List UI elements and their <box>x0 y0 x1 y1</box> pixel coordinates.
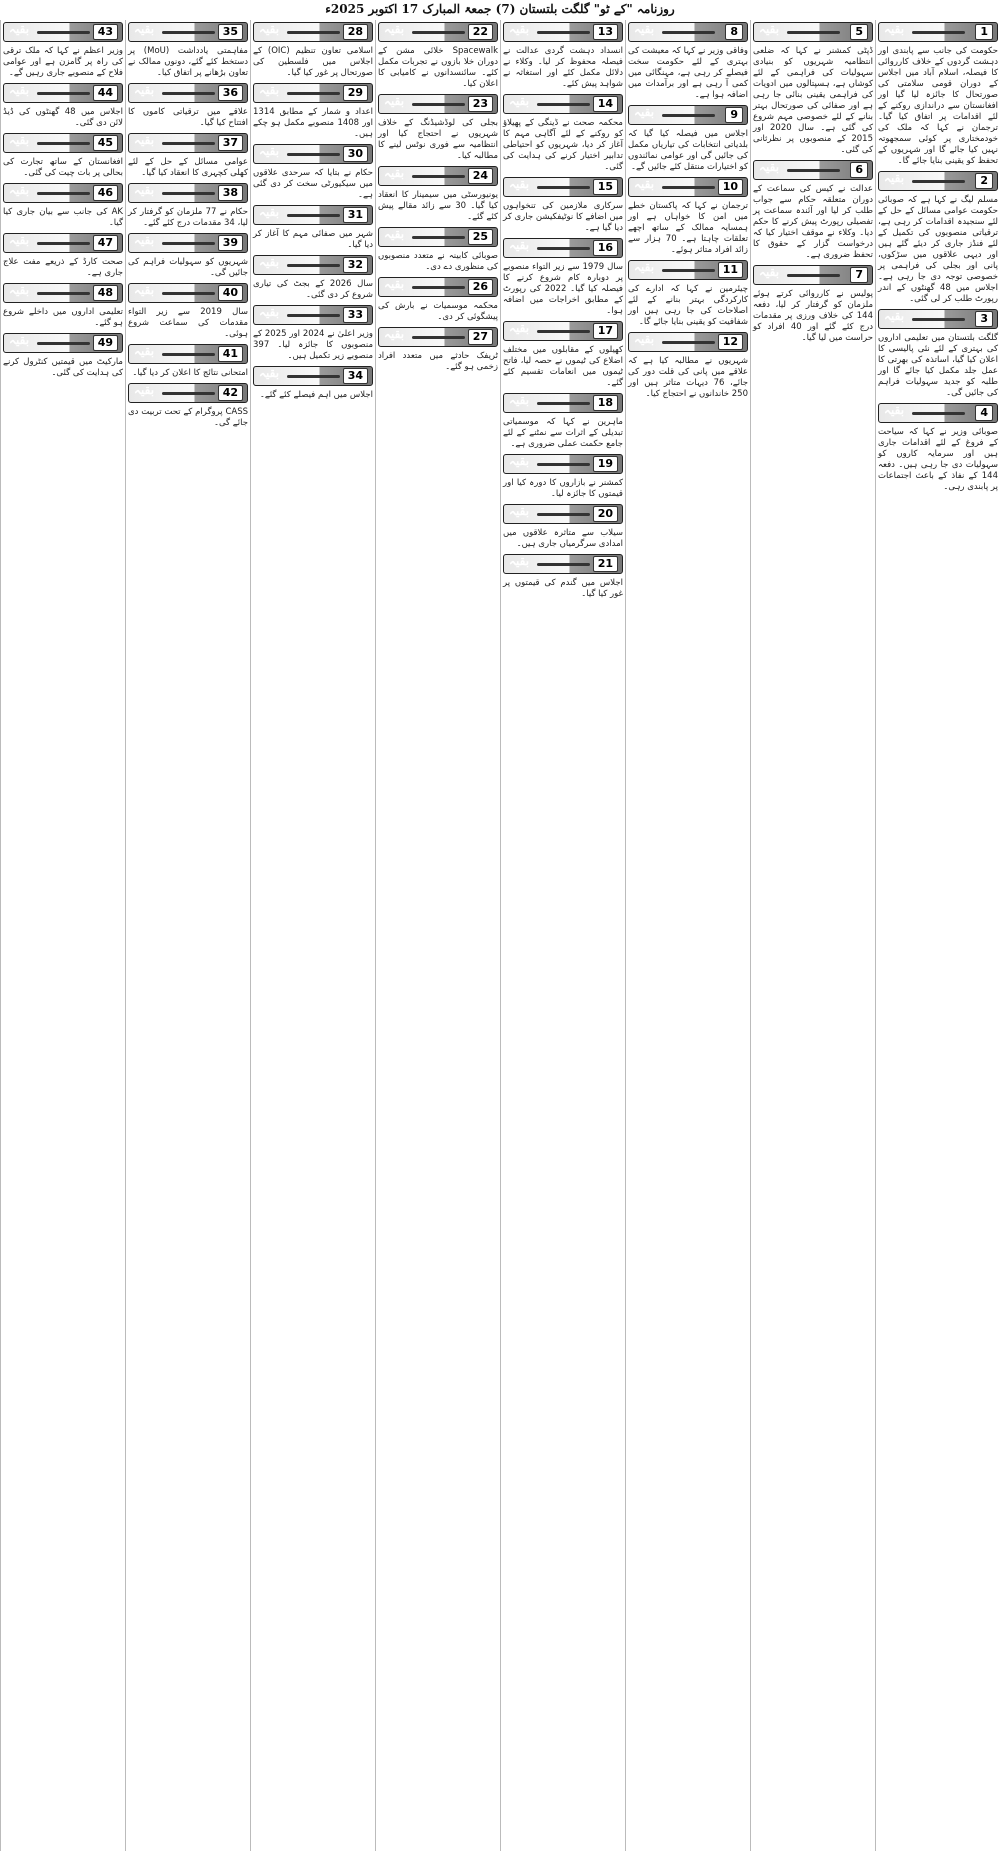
column-5 <box>375 20 500 1851</box>
banner-stripe <box>37 242 90 245</box>
continuation-number: 47 <box>93 235 118 251</box>
banner-stripe <box>537 31 590 34</box>
article-text: وفاقی وزیر نے کہا کہ معیشت کی بہتری کے لئے حکومت سخت فیصلے کر رہی ہے، مہنگائی میں کمی آ رہی ہے اور برآمدات میں اضافہ ہوا ہے۔ <box>628 46 748 100</box>
banner-stripe <box>662 186 715 189</box>
banner-stripe <box>162 392 215 395</box>
banner-stripe <box>37 92 90 95</box>
article-text: اسلامی تعاون تنظیم (OIC) کے اجلاس میں فلسطین کی صورتحال پر غور کیا گیا۔ <box>253 46 373 78</box>
banner-stripe <box>412 336 465 339</box>
continuation-banner <box>878 171 998 191</box>
continuation-label: بقیہ <box>259 366 280 380</box>
continuation-number: 15 <box>593 179 618 195</box>
continuation-label: بقیہ <box>259 305 280 319</box>
continuation-number: 20 <box>593 506 618 522</box>
banner-stripe <box>162 31 215 34</box>
continuation-label: بقیہ <box>9 283 30 297</box>
banner-stripe <box>662 341 715 344</box>
banner-stripe <box>537 513 590 516</box>
continuation-banner <box>753 265 873 285</box>
banner-stripe <box>287 153 340 156</box>
continuation-label: بقیہ <box>384 227 405 241</box>
continuation-banner <box>3 83 123 103</box>
continuation-number: 14 <box>593 96 618 112</box>
article-text: اجلاس میں فیصلہ کیا گیا کہ بلدیاتی انتخابات کی تیاریاں مکمل کی جائیں گی اور عوامی نمائندوں کو اختیارات منتقل کئے جائیں گے۔ <box>628 129 748 172</box>
article-text: امتحانی نتائج کا اعلان کر دیا گیا۔ <box>132 368 248 378</box>
continuation-label: بقیہ <box>9 83 30 97</box>
continuation-label: بقیہ <box>509 22 530 36</box>
banner-stripe <box>537 103 590 106</box>
article-text: ٹریفک حادثے میں متعدد افراد زخمی ہو گئے۔ <box>378 351 498 372</box>
continuation-banner <box>128 183 248 203</box>
banner-stripe <box>412 236 465 239</box>
masthead: روزنامہ "کے ٹو" گلگت بلتستان (7) جمعۃ المبارک 17 اکتوبر 2025ء <box>325 2 675 16</box>
continuation-number: 4 <box>975 405 993 421</box>
banner-stripe <box>287 314 340 317</box>
continuation-banner <box>3 333 123 353</box>
continuation-banner <box>503 504 623 524</box>
banner-stripe <box>37 192 90 195</box>
article-text: شہریوں نے مطالبہ کیا ہے کہ علاقے میں پانی کی قلت دور کی جائے، 76 دیہات متاثر ہیں اور 250 خاندانوں نے احتجاج کیا۔ <box>628 356 748 399</box>
continuation-banner <box>128 83 248 103</box>
continuation-label: بقیہ <box>259 255 280 269</box>
continuation-label: بقیہ <box>259 144 280 158</box>
continuation-number: 12 <box>718 334 743 350</box>
continuation-label: بقیہ <box>509 321 530 335</box>
continuation-label: بقیہ <box>9 233 30 247</box>
banner-stripe <box>162 142 215 145</box>
banner-stripe <box>787 31 840 34</box>
continuation-banner <box>628 332 748 352</box>
banner-stripe <box>912 318 965 321</box>
continuation-number: 29 <box>343 85 368 101</box>
continuation-banner <box>378 94 498 114</box>
continuation-banner <box>253 305 373 325</box>
continuation-banner <box>753 160 873 180</box>
column-7 <box>125 20 250 1851</box>
continuation-label: بقیہ <box>634 332 655 346</box>
continuation-label: بقیہ <box>134 383 155 397</box>
article-text: اجلاس میں 48 گھنٹوں کی ڈیڈ لائن دی گئی۔ <box>3 107 123 128</box>
continuation-number: 41 <box>218 346 243 362</box>
continuation-banner <box>3 183 123 203</box>
article-text: شہر میں صفائی مہم کا آغاز کر دیا گیا۔ <box>253 229 373 250</box>
continuation-banner <box>378 166 498 186</box>
banner-stripe <box>162 353 215 356</box>
column-3 <box>625 20 750 1851</box>
banner-stripe <box>412 175 465 178</box>
banner-stripe <box>537 247 590 250</box>
continuation-label: بقیہ <box>509 393 530 407</box>
continuation-label: بقیہ <box>384 327 405 341</box>
continuation-banner <box>253 255 373 275</box>
continuation-banner <box>128 344 248 364</box>
banner-stripe <box>37 292 90 295</box>
continuation-label: بقیہ <box>9 333 30 347</box>
article-text: اعداد و شمار کے مطابق 1314 اور 1408 منصوبے مکمل ہو چکے ہیں۔ <box>253 107 373 139</box>
continuation-number: 9 <box>725 107 743 123</box>
article-text: بجلی کی لوڈشیڈنگ کے خلاف شہریوں نے احتجاج کیا اور انتظامیہ سے فوری نوٹس لینے کا مطالبہ کیا۔ <box>378 118 498 161</box>
banner-stripe <box>662 114 715 117</box>
article-text: صوبائی وزیر نے کہا کہ سیاحت کے فروغ کے لئے اقدامات جاری ہیں اور سرمایہ کاروں کو سہولیات دی جا رہی ہیں۔ دفعہ 144 کے نفاذ کے باعث اجتماعات پر پابندی رہی۔ <box>878 427 998 492</box>
continuation-number: 31 <box>343 207 368 223</box>
continuation-number: 1 <box>975 24 993 40</box>
article-text: سال 2026 کے بجٹ کی تیاری شروع کر دی گئی۔ <box>253 279 373 300</box>
continuation-label: بقیہ <box>134 283 155 297</box>
continuation-label: بقیہ <box>884 309 905 323</box>
continuation-number: 32 <box>343 257 368 273</box>
continuation-banner <box>378 227 498 247</box>
banner-stripe <box>162 242 215 245</box>
continuation-label: بقیہ <box>259 22 280 36</box>
banner-stripe <box>37 342 90 345</box>
banner-stripe <box>537 330 590 333</box>
continuation-number: 6 <box>850 162 868 178</box>
continuation-label: بقیہ <box>509 504 530 518</box>
continuation-banner <box>128 233 248 253</box>
banner-stripe <box>662 31 715 34</box>
banner-stripe <box>287 264 340 267</box>
banner-stripe <box>37 142 90 145</box>
continuation-label: بقیہ <box>134 133 155 147</box>
article-text: عدالت نے کیس کی سماعت کے دوران متعلقہ حکام سے جواب طلب کر لیا اور آئندہ سماعت پر تفصیلی رپورٹ پیش کرنے کا حکم دیا۔ وکلاء نے موقف اختیار کیا کہ درخواست گزار کے حقوق کا تحفظ ضروری ہے۔ <box>753 184 873 260</box>
article-text: علاقے میں ترقیاتی کاموں کا افتتاح کیا گیا۔ <box>128 107 248 128</box>
continuation-banner <box>128 383 248 403</box>
continuation-label: بقیہ <box>134 22 155 36</box>
article-text: سال 1979 سے زیر التواء منصوبے پر دوبارہ کام شروع کرنے کا فیصلہ کیا گیا۔ 2022 کی رپورٹ کے مطابق اخراجات میں اضافہ ہوا۔ <box>503 262 623 316</box>
article-text: وزیر اعلیٰ نے 2024 اور 2025 کے منصوبوں کا جائزہ لیا۔ 397 منصوبے زیر تکمیل ہیں۔ <box>253 329 373 361</box>
article-text: کھیلوں کے مقابلوں میں مختلف اضلاع کی ٹیموں نے حصہ لیا، فاتح ٹیموں میں انعامات تقسیم کئے گئے۔ <box>503 345 623 388</box>
article-text: تعلیمی اداروں میں داخلے شروع ہو گئے۔ <box>3 307 123 328</box>
continuation-banner <box>503 321 623 341</box>
continuation-number: 33 <box>343 307 368 323</box>
continuation-banner <box>378 277 498 297</box>
article-text: محکمہ موسمیات نے بارش کی پیشگوئی کر دی۔ <box>378 301 498 322</box>
continuation-banner <box>378 22 498 42</box>
continuation-label: بقیہ <box>509 94 530 108</box>
article-text: صحت کارڈ کے ذریعے مفت علاج جاری ہے۔ <box>3 257 123 278</box>
continuation-banner <box>628 105 748 125</box>
banner-stripe <box>287 375 340 378</box>
article-text: حکام نے 77 ملزمان کو گرفتار کر لیا، 34 مقدمات درج کئے گئے۔ <box>128 207 248 228</box>
continuation-number: 40 <box>218 285 243 301</box>
continuation-number: 16 <box>593 240 618 256</box>
banner-stripe <box>912 180 965 183</box>
continuation-number: 37 <box>218 135 243 151</box>
article-text: چیئرمین نے کہا کہ ادارے کی کارکردگی بہتر بنانے کے لئے اصلاحات کی جا رہی ہیں اور شفافیت کو یقینی بنایا جائے گا۔ <box>628 284 748 327</box>
continuation-number: 27 <box>468 329 493 345</box>
continuation-number: 30 <box>343 146 368 162</box>
continuation-label: بقیہ <box>884 171 905 185</box>
continuation-label: بقیہ <box>384 166 405 180</box>
continuation-label: بقیہ <box>634 177 655 191</box>
continuation-banner <box>503 238 623 258</box>
banner-stripe <box>912 31 965 34</box>
column-2 <box>750 20 875 1851</box>
continuation-label: بقیہ <box>384 22 405 36</box>
continuation-number: 36 <box>218 85 243 101</box>
banner-stripe <box>412 31 465 34</box>
banner-stripe <box>412 286 465 289</box>
continuation-label: بقیہ <box>509 454 530 468</box>
banner-stripe <box>287 214 340 217</box>
banner-stripe <box>537 563 590 566</box>
article-text: ترجمان نے کہا کہ پاکستان خطے میں امن کا خواہاں ہے اور ہمسایہ ممالک کے ساتھ اچھے تعلقات چاہتا ہے۔ 70 ہزار سے زائد افراد متاثر ہوئے۔ <box>628 201 748 255</box>
continuation-banner <box>253 22 373 42</box>
article-text: سال 2019 سے زیر التواء مقدمات کی سماعت شروع ہوئی۔ <box>128 307 248 339</box>
article-text: انسداد دہشت گردی عدالت نے فیصلہ محفوظ کر لیا۔ وکلاء نے دلائل مکمل کئے اور استغاثہ نے شواہد پیش کئے۔ <box>503 46 623 89</box>
banner-stripe <box>537 402 590 405</box>
article-text: پولیس نے کارروائی کرتے ہوئے ملزمان کو گرفتار کر لیا، دفعہ 144 کی خلاف ورزی پر مقدمات درج کئے گئے اور 40 افراد کو حراست میں لیا گیا۔ <box>753 289 873 343</box>
continuation-number: 42 <box>218 385 243 401</box>
continuation-banner <box>253 144 373 164</box>
banner-stripe <box>537 186 590 189</box>
continuation-banner <box>503 393 623 413</box>
continuation-number: 45 <box>93 135 118 151</box>
continuation-banner <box>628 177 748 197</box>
continuation-label: بقیہ <box>884 403 905 417</box>
article-text: مفاہمتی یادداشت (MoU) پر دستخط کئے گئے، دونوں ممالک نے تعاون بڑھانے پر اتفاق کیا۔ <box>128 46 248 78</box>
continuation-banner <box>753 22 873 42</box>
continuation-number: 7 <box>850 267 868 283</box>
continuation-number: 39 <box>218 235 243 251</box>
continuation-label: بقیہ <box>384 94 405 108</box>
continuation-banner <box>878 309 998 329</box>
continuation-banner <box>503 177 623 197</box>
continuation-banner <box>128 283 248 303</box>
banner-stripe <box>37 31 90 34</box>
continuation-banner <box>628 22 748 42</box>
continuation-number: 21 <box>593 556 618 572</box>
continuation-banner <box>878 403 998 423</box>
continuation-label: بقیہ <box>634 105 655 119</box>
continuation-number: 13 <box>593 24 618 40</box>
continuation-number: 22 <box>468 24 493 40</box>
continuation-label: بقیہ <box>509 177 530 191</box>
continuation-label: بقیہ <box>759 160 780 174</box>
continuation-banner <box>3 22 123 42</box>
continuation-banner <box>253 205 373 225</box>
article-text: Spacewalk خلائی مشن کے دوران خلا بازوں نے تجربات مکمل کئے۔ سائنسدانوں نے کامیابی کا اعلان کیا۔ <box>378 46 498 89</box>
article-text: مارکیٹ میں قیمتیں کنٹرول کرنے کی ہدایت کی گئی۔ <box>3 357 123 378</box>
continuation-label: بقیہ <box>134 183 155 197</box>
article-text: مسلم لیگ نے کہا ہے کہ صوبائی حکومت عوامی مسائل کے حل کے لئے سنجیدہ اقدامات کر رہی ہے، ترقیاتی منصوبوں کی تکمیل کے لئے فنڈز جاری کر دیئے گئے ہیں اور دیہی علاقوں میں سڑکوں، پانی اور بجلی کی فراہمی پر خصوصی توجہ دی جا رہی ہے۔ اجلاس میں 48 گھنٹوں کے اندر رپورٹ طلب کر لی گئی۔ <box>878 195 999 304</box>
continuation-number: 19 <box>593 456 618 472</box>
banner-stripe <box>787 169 840 172</box>
article-text: سیلاب سے متاثرہ علاقوں میں امدادی سرگرمیاں جاری ہیں۔ <box>503 528 623 549</box>
continuation-banner <box>503 22 623 42</box>
continuation-banner <box>628 260 748 280</box>
continuation-number: 44 <box>93 85 118 101</box>
continuation-label: بقیہ <box>384 277 405 291</box>
continuation-banner <box>503 454 623 474</box>
continuation-banner <box>503 554 623 574</box>
article-text: ماہرین نے کہا کہ موسمیاتی تبدیلی کے اثرات سے نمٹنے کے لئے جامع حکمت عملی ضروری ہے۔ <box>503 417 623 449</box>
continuation-label: بقیہ <box>759 22 780 36</box>
continuation-label: بقیہ <box>134 344 155 358</box>
continuation-number: 3 <box>975 311 993 327</box>
continuation-label: بقیہ <box>134 233 155 247</box>
banner-stripe <box>162 192 215 195</box>
column-6 <box>250 20 375 1851</box>
continuation-number: 34 <box>343 368 368 384</box>
article-text: عوامی مسائل کے حل کے لئے کھلی کچہری کا انعقاد کیا گیا۔ <box>128 157 248 178</box>
banner-stripe <box>662 269 715 272</box>
article-text: افغانستان کے ساتھ تجارت کی بحالی پر بات چیت کی گئی۔ <box>3 157 123 178</box>
column-8 <box>0 20 125 1851</box>
banner-stripe <box>162 92 215 95</box>
continuation-number: 18 <box>593 395 618 411</box>
article-text: CASS پروگرام کے تحت تربیت دی جائے گی۔ <box>128 407 248 428</box>
continuation-label: بقیہ <box>634 22 655 36</box>
continuation-label: بقیہ <box>884 22 905 36</box>
continuation-number: 49 <box>93 335 118 351</box>
article-text: ڈپٹی کمشنر نے کہا کہ ضلعی انتظامیہ شہریوں کو بنیادی سہولیات کی فراہمی کے لئے کوشاں ہے، ہسپتالوں میں ادویات کی فراہمی یقینی بنائی جا رہی ہے اور صفائی کی صورتحال بہتر بنانے کے لئے خصوصی مہم شروع کی گئی ہے۔ سال 2020 اور 2015 کے منصوبوں پر نظرثانی کی گئی۔ <box>753 46 873 155</box>
continuation-banner <box>253 366 373 386</box>
continuation-number: 2 <box>975 173 993 189</box>
continuation-number: 48 <box>93 285 118 301</box>
banner-stripe <box>912 412 965 415</box>
continuation-number: 5 <box>850 24 868 40</box>
article-text: اجلاس میں گندم کی قیمتوں پر غور کیا گیا۔ <box>503 578 623 599</box>
continuation-banner <box>3 133 123 153</box>
continuation-label: بقیہ <box>9 183 30 197</box>
continuation-label: بقیہ <box>509 238 530 252</box>
continuation-number: 35 <box>218 24 243 40</box>
continuation-banner <box>878 22 998 42</box>
article-text: شہریوں کو سہولیات فراہم کی جائیں گی۔ <box>128 257 248 278</box>
continuation-label: بقیہ <box>634 260 655 274</box>
article-text: اجلاس میں اہم فیصلے کئے گئے۔ <box>259 390 373 400</box>
article-text: حکومت کی جانب سے پابندی اور دہشت گردوں کے خلاف کارروائی کا فیصلہ، اسلام آباد میں اجلاس کے دوران قومی سلامتی کی صورتحال کا جائزہ لیا گیا اور افغانستان سے دراندازی روکنے کے لئے اقدامات پر اتفاق کیا گیا۔ ترجمان نے کہا کہ ملک کی خودمختاری پر کوئی سمجھوتہ نہیں کیا جائے گا اور شہریوں کے تحفظ کو یقینی بنایا جائے گا۔ <box>878 46 998 166</box>
article-text: یونیورسٹی میں سیمینار کا انعقاد کیا گیا۔ 30 سے زائد مقالے پیش کئے گئے۔ <box>378 190 498 222</box>
continuation-number: 46 <box>93 185 118 201</box>
banner-stripe <box>287 31 340 34</box>
continuation-number: 23 <box>468 96 493 112</box>
continuation-number: 26 <box>468 279 493 295</box>
article-text: وزیر اعظم نے کہا کہ ملک ترقی کی راہ پر گامزن ہے اور عوامی فلاح کے منصوبے جاری رہیں گے۔ <box>3 46 123 78</box>
continuation-banner <box>128 133 248 153</box>
column-1 <box>875 20 1000 1851</box>
continuation-banner <box>128 22 248 42</box>
continuation-banner <box>3 233 123 253</box>
continuation-banner <box>253 83 373 103</box>
continuation-label: بقیہ <box>259 205 280 219</box>
continuation-number: 24 <box>468 168 493 184</box>
article-text: AK کی جانب سے بیان جاری کیا گیا۔ <box>3 207 123 228</box>
continuation-label: بقیہ <box>509 554 530 568</box>
article-text: حکام نے بتایا کہ سرحدی علاقوں میں سیکیورٹی سخت کر دی گئی ہے۔ <box>253 168 373 200</box>
continuation-number: 43 <box>93 24 118 40</box>
banner-stripe <box>412 103 465 106</box>
article-text: کمشنر نے بازاروں کا دورہ کیا اور قیمتوں کا جائزہ لیا۔ <box>503 478 623 499</box>
continuation-label: بقیہ <box>759 265 780 279</box>
continuation-number: 11 <box>718 262 743 278</box>
article-text: گلگت بلتستان میں تعلیمی اداروں کی بہتری کے لئے نئی پالیسی کا اعلان کیا گیا، اساتذہ کی بھرتی کا عمل جلد مکمل کیا جائے گا اور طلبہ کو جدید سہولیات فراہم کی جائیں گی۔ <box>878 333 998 398</box>
column-4 <box>500 20 625 1851</box>
continuation-label: بقیہ <box>134 83 155 97</box>
continuation-number: 28 <box>343 24 368 40</box>
continuation-banner <box>378 327 498 347</box>
continuation-number: 8 <box>725 24 743 40</box>
article-text: محکمہ صحت نے ڈینگی کے پھیلاؤ کو روکنے کے لئے آگاہی مہم کا آغاز کر دیا، شہریوں کو احتیاطی تدابیر اختیار کرنے کی ہدایت کی گئی۔ <box>503 118 623 172</box>
continuation-number: 17 <box>593 323 618 339</box>
continuation-number: 25 <box>468 229 493 245</box>
continuation-number: 38 <box>218 185 243 201</box>
continuation-label: بقیہ <box>259 83 280 97</box>
continuation-label: بقیہ <box>9 22 30 36</box>
banner-stripe <box>287 92 340 95</box>
banner-stripe <box>787 274 840 277</box>
continuation-banner <box>3 283 123 303</box>
continuation-banner <box>503 94 623 114</box>
banner-stripe <box>162 292 215 295</box>
article-text: سرکاری ملازمین کی تنخواہوں میں اضافے کا نوٹیفکیشن جاری کر دیا گیا ہے۔ <box>503 201 623 233</box>
banner-stripe <box>537 463 590 466</box>
article-text: صوبائی کابینہ نے متعدد منصوبوں کی منظوری دے دی۔ <box>378 251 498 272</box>
continuation-number: 10 <box>718 179 743 195</box>
continuation-label: بقیہ <box>9 133 30 147</box>
